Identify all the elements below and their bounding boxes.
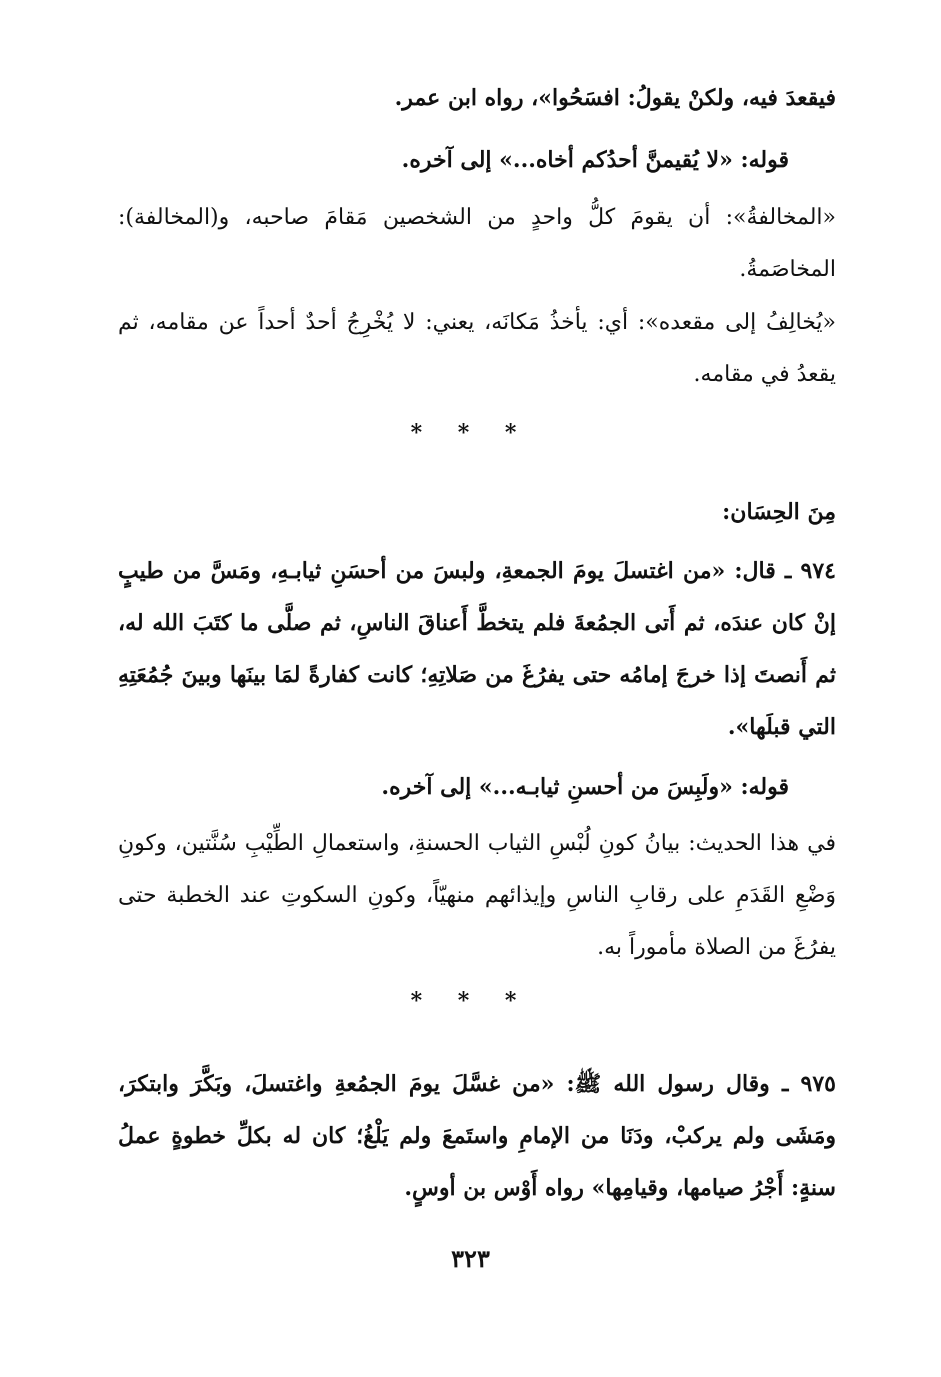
page-number: ٣٢٣ <box>451 1244 490 1273</box>
section-heading: مِنَ الحِسَان: <box>722 499 836 525</box>
definition-paragraph-1: «المخالفةُ»: أن يقومَ كلُّ واحدٍ من الشخصين مَقامَ صاحبه، و(المخالفة): المخاصَمةُ. <box>118 205 836 282</box>
hadith-974: ٩٧٤ ـ قال: «من اغتسلَ يومَ الجمعةِ، ولبسَ من أحسَنِ ثيابـهِ، ومَسَّ من طيبٍ إنْ كان عندَه، ثم أَتى الجمُعةَ فلم يتخطَّ أَعناقَ الناسِ، ثم صلَّى ما كتَبَ الله له، ثم أَنصتَ إذا خرجَ إمامُه حتى يفرُغَ من صَلاتِهِ؛ كانت كفارةً لمَا بينَها وبينَ جُمُعَتِهِ التي قبلَها». <box>118 558 836 740</box>
section-separator: * * * <box>410 988 531 1014</box>
hadith-975: ٩٧٥ ـ وقال رسول الله ﷺ: «من غسَّلَ يومَ الجمُعةِ واغتسلَ، وبَكَّرَ وابتكرَ، ومَشَى ولم يركبْ، ودَنَا من الإمامِ واستَمعَ ولم يَلْغُ؛ كان له بكلِّ خطوةٍ عملُ سنةٍ: أَجْرُ صيامها، وقيامِها» رواه أَوْس بن أوسٍ. <box>118 1071 836 1201</box>
commentary-974-quote: قوله: «ولَبِسَ من أحسنِ ثيابـه...» إلى آخره. <box>381 774 789 800</box>
paragraph-continuation: فيقعدَ فيه، ولكنْ يقولُ: افسَحُوا»، رواه ابن عمر. <box>394 85 836 111</box>
commentary-quote-line: قوله: «لا يُقيمنَّ أحدُكم أخاه...» إلى آخره. <box>401 147 789 173</box>
section-separator: * * * <box>410 420 531 446</box>
definition-paragraph-2: «يُخالِفُ إلى مقعده»: أي: يأخذُ مَكانَه، يعني: لا يُخْرِجُ أحدٌ أحداً عن مقامه، ثم يقعدُ في مقامه. <box>118 310 836 387</box>
commentary-974-body: في هذا الحديث: بيانُ كونِ لُبْسِ الثياب الحسنةِ، واستعمالِ الطِّيْبِ سُنَّتين، وكونِ وَضْعِ القَدَمِ على رقابِ الناسِ وإيذائهم منهيّاً، وكونِ السكوتِ عند الخطبة حتى يفرُغَ من الصلاة مأموراً به. <box>118 831 836 960</box>
